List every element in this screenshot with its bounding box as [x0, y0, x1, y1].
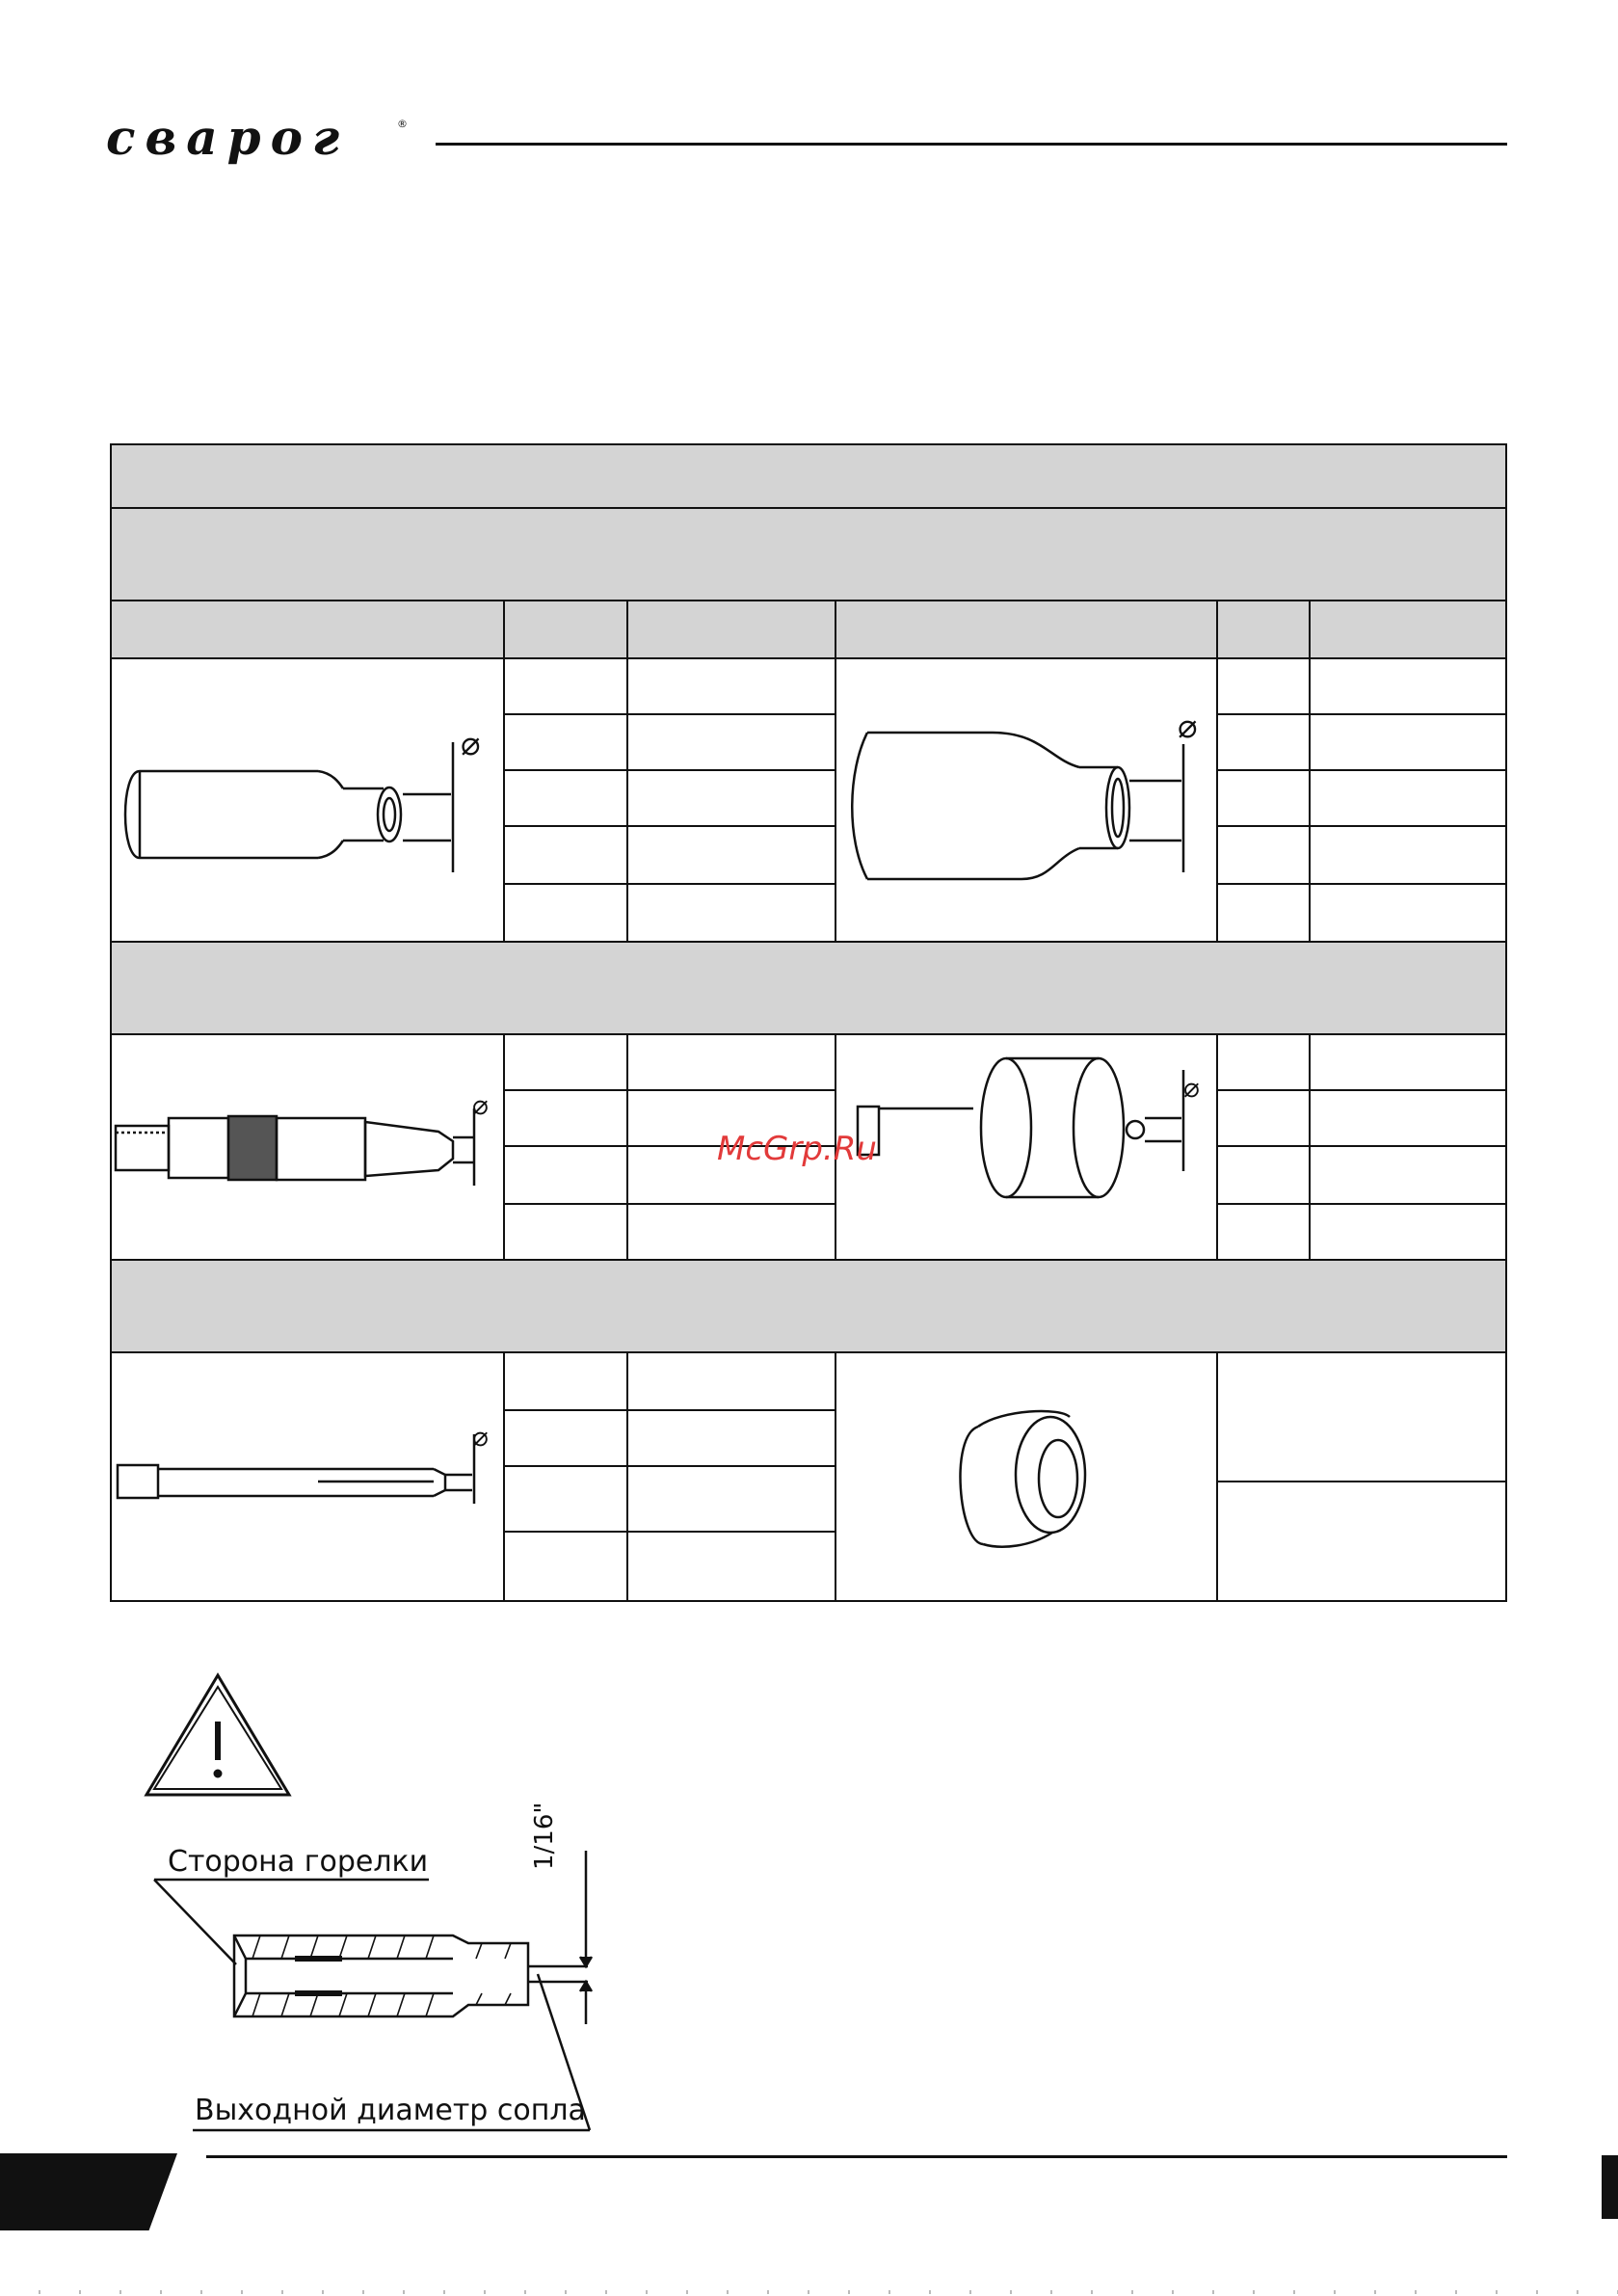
- footer-rule: [206, 2155, 1507, 2158]
- dimension-label: 1/16": [530, 1802, 559, 1870]
- gas-lens-drawing: [858, 1058, 1183, 1197]
- watermark: McGrp.Ru: [717, 1130, 877, 1168]
- diameter-symbol-icon: ⌀: [461, 725, 481, 763]
- diameter-symbol-icon: ⌀: [1178, 707, 1198, 746]
- registered-mark: ®: [397, 118, 408, 130]
- scan-edge: [0, 2290, 1618, 2294]
- insulator-drawing: [960, 1411, 1085, 1547]
- nozzle-exit-diameter-label: Выходной диаметр сопла: [195, 2094, 586, 2127]
- diameter-symbol-icon: ⌀: [1183, 1072, 1200, 1104]
- brand-logo: сварог: [106, 109, 350, 166]
- torch-side-label: Сторона горелки: [168, 1845, 429, 1879]
- corner-mark: [1602, 2155, 1618, 2219]
- diameter-symbol-icon: ⌀: [472, 1421, 489, 1453]
- collet-drawing: [118, 1434, 474, 1504]
- gas-lens-nozzle-drawing: [852, 733, 1183, 879]
- page-number-tab: [0, 2153, 177, 2230]
- ceramic-nozzle-drawing: [125, 742, 453, 872]
- collet-body-drawing: [116, 1108, 474, 1186]
- diameter-symbol-icon: ⌀: [472, 1089, 489, 1121]
- warning-triangle-icon: [146, 1675, 289, 1795]
- nozzle-section-diagram: [154, 1851, 592, 2130]
